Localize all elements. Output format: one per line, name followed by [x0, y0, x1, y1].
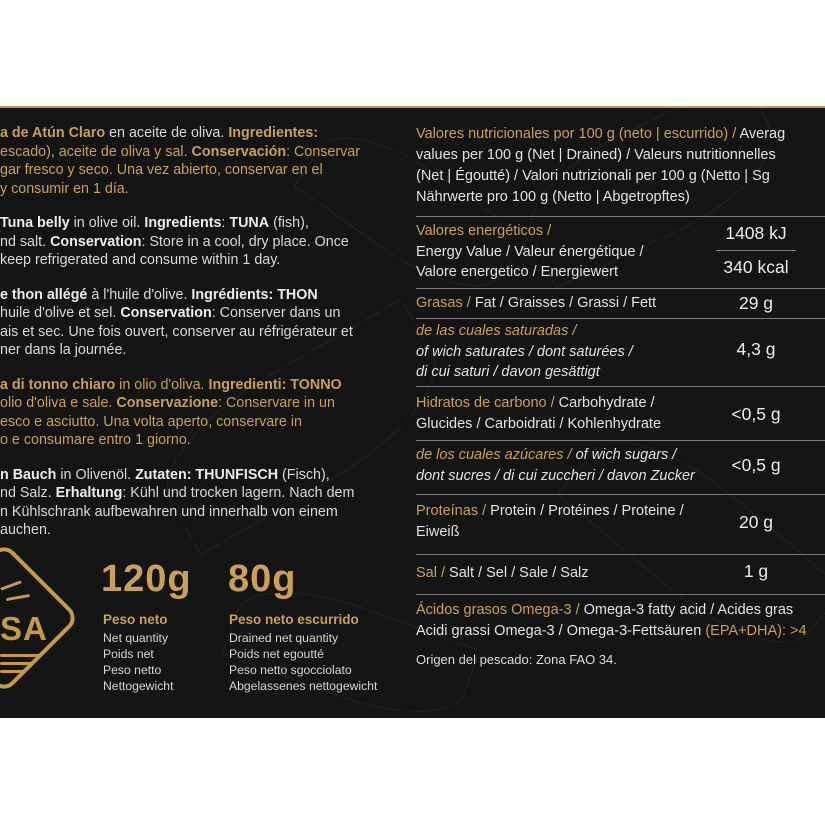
ingredients-it: a di tonno chiaro in olio d'oliva. Ingredienti: TONNO olio d'oliva e sale. Conservazione: Conservare in un esco e asciutto. Una volta aperto, conservare in o e consumare entro 1 giorno.: [0, 376, 342, 448]
ingredients-en: Tuna belly in olive oil. Ingredients: TUNA (fish), nd salt. Conservation: Store in a cool, dry place. Once keep refrigerated and consume within 1 day.: [0, 215, 349, 268]
omega-3-row: Ácidos grasos Omega-3 / Omega-3 fatty acid / Acides gras Acidi grassi Omega-3 / Omega-3-Fettsäuren (EPA+DHA): >4: [416, 602, 807, 639]
nutrition-row-saturated: de las cuales saturadas / of wich saturates / dont saturées / di cui saturi / davon gesättigt 4,3 g: [416, 318, 825, 379]
nutrition-table: [416, 124, 825, 667]
drained-weight-line: Drained net quantity: [229, 631, 339, 645]
drained-weight-line: Abgelassenes nettogewicht: [229, 679, 378, 693]
nutrition-row-salt: Sal / Salt / Sel / Sale / Salz 1 g: [416, 554, 825, 591]
ingredients-de: n Bauch in Olivenöl. Zutaten: THUNFISCH (Fisch), nd Salz. Erhaltung: Kühl und trocken lagern. Nach dem n Kühlschrank aufbewahren und innerhalb von einem auchen.: [0, 466, 355, 538]
nutrition-row-fat: Grasas / Fat / Graisses / Grassi / Fett 29 g: [416, 288, 825, 317]
net-weight-line: Poids net: [103, 647, 154, 661]
badge-wave-icon: [0, 670, 26, 673]
drained-weight-line: Poids net egoutté: [229, 647, 324, 661]
net-weight-value: 120g: [101, 558, 192, 600]
nutrition-header: Valores nutricionales por 100 g (neto | escurrido) / Averag values per 100 g (Net | Drained) / Valeurs nutritionnelles (Net | Égoutté) / Valori nutrizionali per 100 g (Netto | Sg Nährwerte pro 100 g (Netto | Abgetropftes): [416, 126, 786, 205]
net-weight-line: Nettogewicht: [103, 679, 174, 693]
ingredients-fr: e thon allégé à l'huile d'olive. Ingrédients: THON huile d'olive et sel. Conservation: Conserver dans un ais et sec. Une fois ouvert, conserver au réfrigérateur et ner dans la journée.: [0, 286, 353, 358]
nutrition-row-protein: Proteínas / Protein / Protéines / Proteine / Eiweiß 20 g: [416, 494, 825, 555]
fish-origin: Origen del pescado: Zona FAO 34.: [416, 652, 617, 667]
nutrition-divider: [416, 594, 825, 596]
ingredients-column: [0, 124, 382, 556]
net-weight-title: Peso neto: [103, 612, 168, 627]
net-weight-line: Net quantity: [103, 631, 169, 645]
drained-weight-title: Peso neto escurrido: [229, 612, 359, 627]
nutrition-row-carbs: Hidratos de carbono / Carbohydrate / Glucides / Carboidrati / Kohlenhydrate <0,5 g: [416, 386, 825, 435]
drained-weight-value: 80g: [228, 558, 297, 600]
nutrition-row-sugars: de los cuales azúcares / of wich sugars / dont sucres / di cui zuccheri / davon Zucker <0,5 g: [416, 440, 825, 489]
badge-wave-icon: [0, 662, 34, 665]
net-weight-line: Peso netto: [103, 663, 162, 677]
badge-wave-icon: [0, 654, 40, 657]
ingredients-es: a de Atún Claro en aceite de oliva. Ingredientes: escado), aceite de oliva y sal. Conservación: Conservar gar fresco y seco. Una vez abierto, conservar en el y consumir en 1 día.: [0, 125, 360, 197]
product-label: [0, 106, 825, 718]
drained-weight-line: Peso netto sgocciolato: [229, 663, 352, 677]
nutrition-row-energy: Valores energéticos / Energy Value / Valeur énergétique / Valore energetico / Energiewert 1408 kJ 340 kcal: [416, 216, 825, 287]
badge-text: SA: [0, 610, 48, 647]
